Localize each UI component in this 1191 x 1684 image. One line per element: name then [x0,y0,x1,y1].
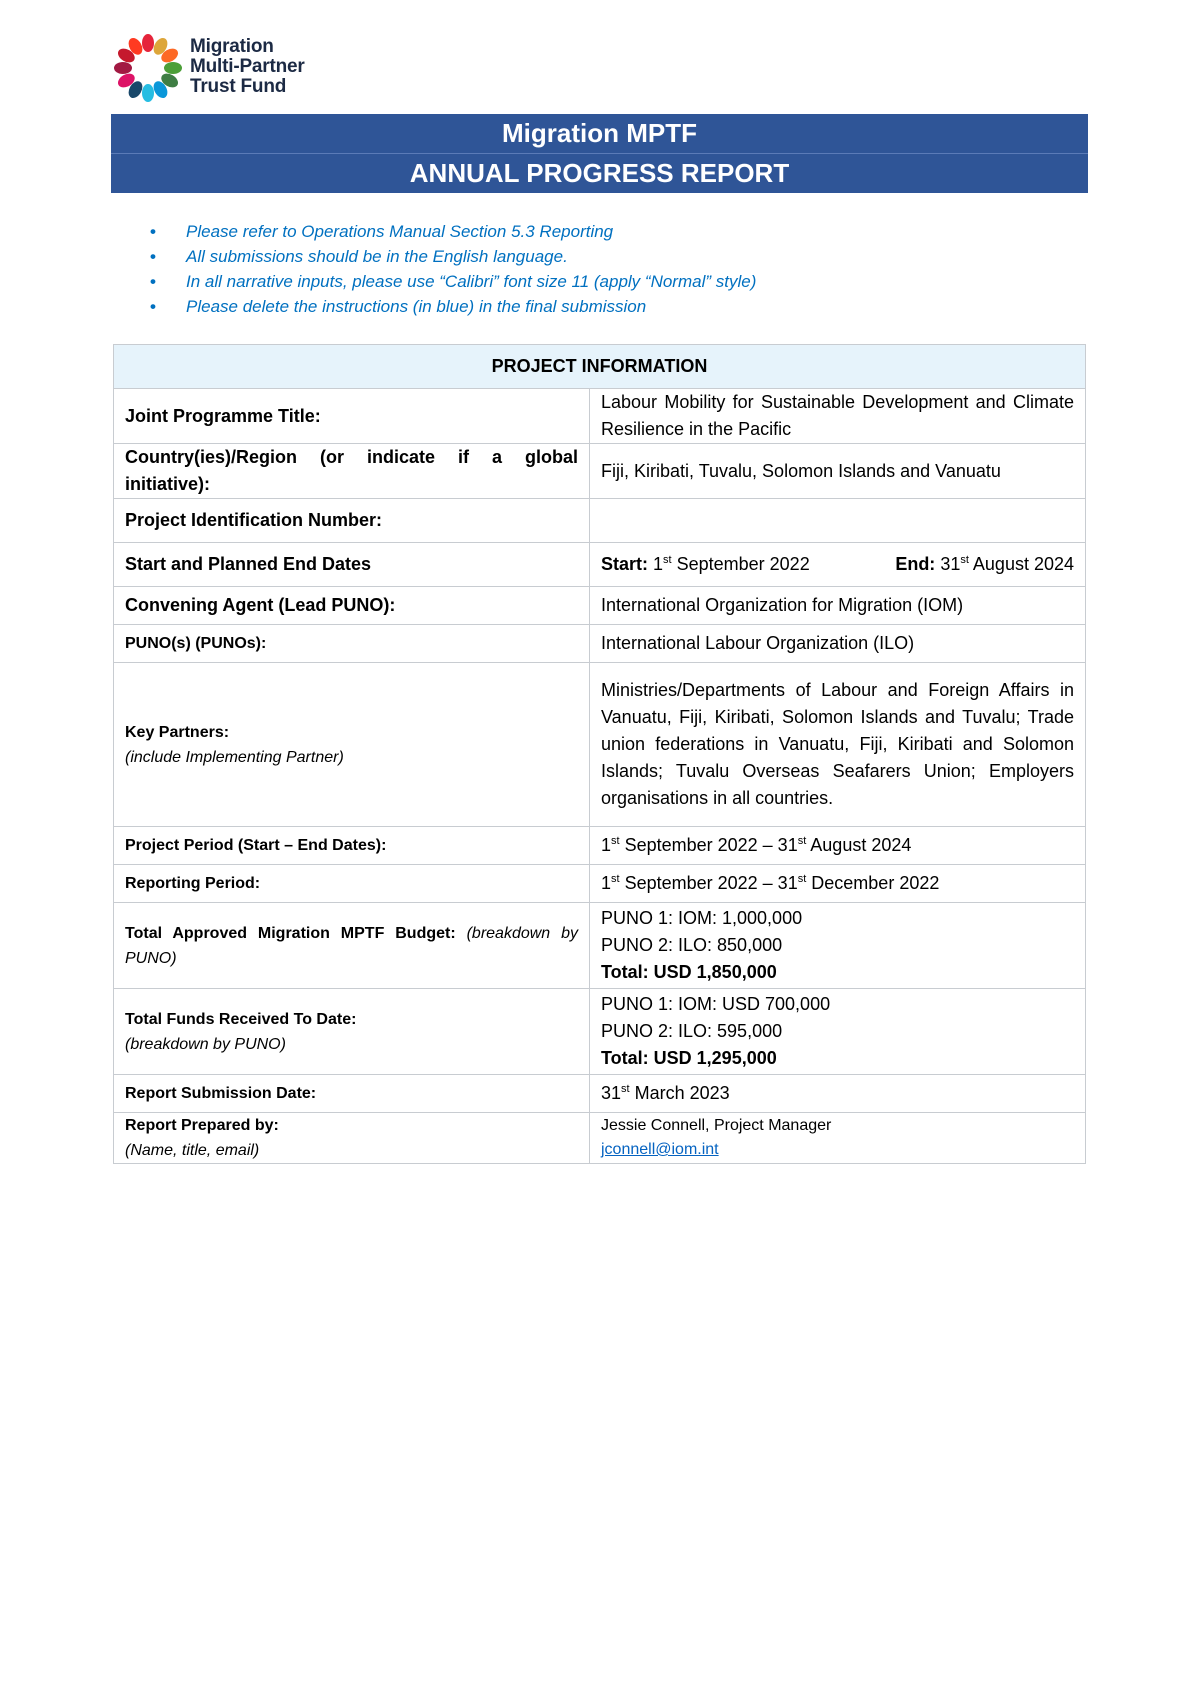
joint-title-value: Labour Mobility for Sustainable Development and Climate Resilience in the Pacific [590,389,1086,444]
country-label: Country(ies)/Region (or indicate if a global initiative): [114,444,590,499]
period-label: Project Period (Start – End Dates): [114,827,590,865]
budget-line: PUNO 2: ILO: 850,000 [601,935,783,955]
end-sup: st [960,554,969,566]
reporting-value [590,865,1086,903]
budget-cell [114,903,590,989]
project-id-value [590,499,1086,543]
prepared-cell [114,1113,590,1164]
reporting-end-sup: st [797,873,807,885]
reporting-start-rest: September 2022 – 31 [619,873,798,893]
funds-value [590,989,1086,1075]
period-end-rest: August 2024 [806,835,912,855]
dates-label: Start and Planned End Dates [114,543,590,587]
logo-wordmark [190,37,305,97]
partners-cell [114,663,590,827]
end-rest: August 2024 [968,554,1074,574]
banner-subtitle: ANNUAL PROGRESS REPORT [111,153,1088,193]
country-value: Fiji, Kiribati, Tuvalu, Solomon Islands and Vanuatu [590,444,1086,499]
start-sup: st [663,554,672,566]
reporting-label: Reporting Period: [114,865,590,903]
table-header: PROJECT INFORMATION [114,345,1086,389]
reporting-start-sup: st [611,873,620,885]
submission-label: Report Submission Date: [114,1075,590,1113]
period-value [590,827,1086,865]
instruction-item: • In all narrative inputs, please use “Calibri” font size 11 (apply “Normal” style) [150,269,756,294]
period-start-sup: st [611,835,620,847]
instruction-item: • Please delete the instructions (in blue) in the final submission [150,294,756,319]
budget-total: Total: USD 1,850,000 [601,962,777,982]
start-date [601,551,810,578]
sun-logo-icon [112,32,184,104]
budget-line: PUNO 1: IOM: 1,000,000 [601,908,803,928]
logo-line: Migration [190,36,274,57]
report-banner [111,114,1088,193]
partners-label: Key Partners: [125,723,230,741]
prepared-value [590,1113,1086,1164]
logo-line: Multi-Partner [190,56,305,77]
budget-note: (breakdown by PUNO) [125,924,578,967]
budget-value [590,903,1086,989]
logo-line: Trust Fund [190,76,287,97]
instruction-item: • Please refer to Operations Manual Section 5.3 Reporting [150,219,756,244]
end-day: 31 [935,554,961,574]
budget-label: Total Approved Migration MPTF Budget: [125,924,456,942]
submission-rest: March 2023 [629,1083,730,1103]
convening-label: Convening Agent (Lead PUNO): [114,587,590,625]
end-label: End: [895,554,936,574]
funds-line: PUNO 1: IOM: USD 700,000 [601,994,831,1014]
reporting-start-day: 1 [601,873,612,893]
period-start-rest: September 2022 – 31 [619,835,798,855]
funds-label: Total Funds Received To Date: [125,1010,357,1028]
funds-cell [114,989,590,1075]
period-start-day: 1 [601,835,612,855]
project-id-label: Project Identification Number: [114,499,590,543]
period-end-sup: st [797,835,807,847]
banner-title: Migration MPTF [502,118,697,148]
partners-value: Ministries/Departments of Labour and Foreign Affairs in Vanuatu, Fiji, Kiribati, Solomon Islands and Tuvalu; Trade union federations in Vanuatu, Fiji, Kiribati and Solomon Islands; Tuvalu Overseas Seafarers Union; Employers organisations in all countries. [590,663,1086,827]
start-label: Start: [601,554,649,574]
submission-sup: st [621,1083,630,1095]
funds-total: Total: USD 1,295,000 [601,1048,777,1068]
prepared-email-link[interactable]: jconnell@iom.int [601,1141,719,1158]
submission-day: 31 [601,1083,622,1103]
end-date [895,551,1074,578]
puno-label: PUNO(s) (PUNOs): [114,625,590,663]
partners-note: (include Implementing Partner) [125,748,344,766]
dates-value [590,543,1086,587]
joint-title-label: Joint Programme Title: [114,389,590,444]
mptf-logo [112,32,312,104]
prepared-note: (Name, title, email) [125,1142,260,1159]
reporting-end-rest: December 2022 [806,873,940,893]
funds-line: PUNO 2: ILO: 595,000 [601,1021,783,1041]
submission-value [590,1075,1086,1113]
start-day: 1 [653,554,664,574]
project-information-table [113,344,1086,1164]
prepared-label: Report Prepared by: [125,1117,279,1134]
instruction-item: • All submissions should be in the English language. [150,244,756,269]
instructions-list [150,219,756,319]
prepared-name: Jessie Connell, Project Manager [601,1117,832,1134]
start-rest: September 2022 [671,554,810,574]
convening-value: International Organization for Migration (IOM) [590,587,1086,625]
puno-value: International Labour Organization (ILO) [590,625,1086,663]
funds-note: (breakdown by PUNO) [125,1035,286,1053]
